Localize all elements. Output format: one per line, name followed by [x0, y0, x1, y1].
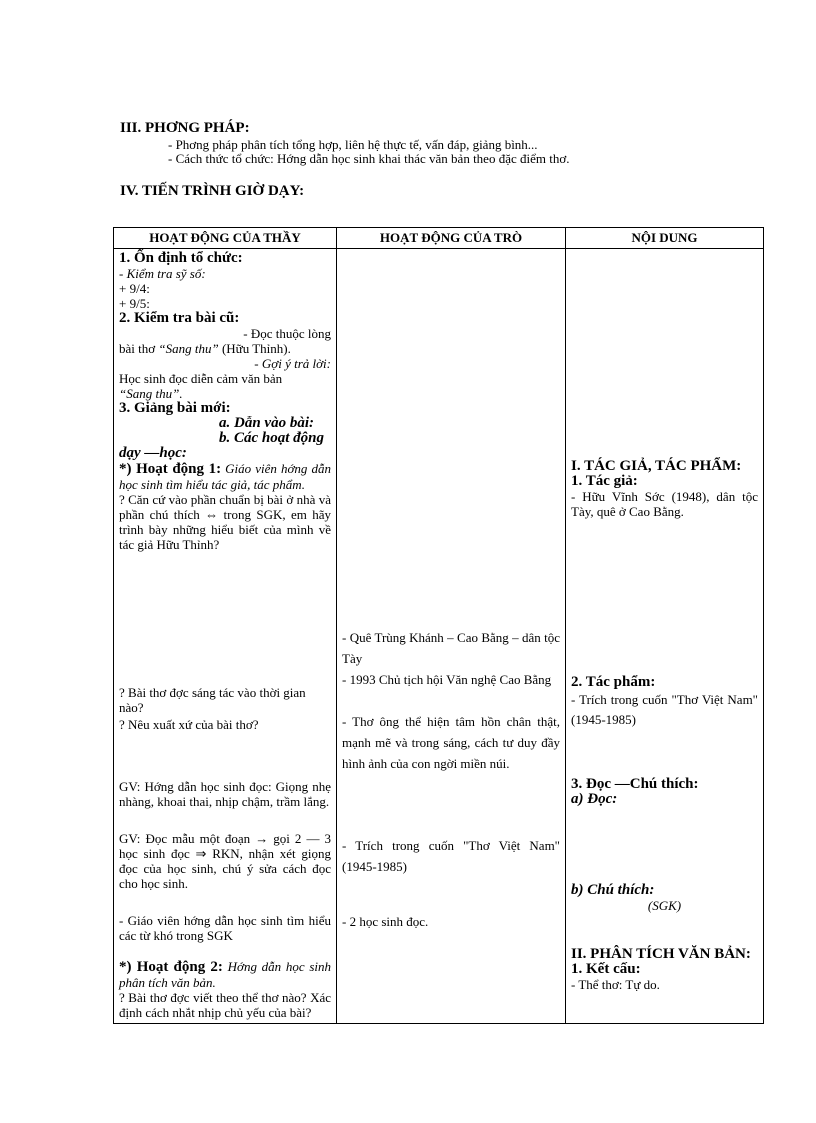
answer-line-2: “Sang thu”. — [119, 386, 183, 401]
content-work — [571, 675, 758, 730]
student-answer-reading: - 2 học sinh đọc. — [342, 914, 429, 929]
activity-2-text: Hớng dẫn học sinh phân tích văn bản. — [119, 959, 331, 990]
review-question: - Đọc thuộc lòng — [243, 326, 331, 341]
author-work-title: I. TÁC GIẢ, TÁC PHẨM: — [571, 458, 742, 474]
review-title: 2. Kiểm tra bài cũ: — [119, 310, 240, 326]
activity-2-question: ? Bài thơ đợc viết theo thể thơ nào? Xác định cách nhắt nhịp chủ yếu của bài? — [119, 990, 331, 1020]
structure-text: - Thể thơ: Tự do. — [571, 977, 660, 992]
activities-title: b. Các hoạt động — [219, 430, 325, 446]
gv-reading-guide: GV: Hớng dẫn học sinh đọc: Giọng nhẹ nhàng, khoai thai, nhịp chậm, trầm lắng. — [119, 779, 331, 809]
reading-sub: a) Đọc: — [571, 791, 618, 807]
activity-2 — [119, 959, 331, 1020]
notes-sgk: (SGK) — [647, 898, 682, 913]
organize-title: 1. Ổn định tổ chức: — [119, 250, 243, 266]
student-answer-source: - Trích trong cuốn "Thơ Việt Nam" (1945-1985) — [342, 838, 560, 874]
activity-1-label: *) Hoạt động 1: — [119, 461, 222, 477]
review-poem-pre: bài thơ — [119, 341, 159, 356]
structure-sub: 1. Kết cấu: — [571, 961, 641, 977]
content-notes — [571, 883, 758, 913]
method-item-1: - Phơng pháp phân tích tổng hợp, liên hệ thực tế, vấn đáp, giảng bình... — [168, 137, 538, 152]
review-poem-name: “Sang thu” — [158, 341, 219, 356]
content-reading — [571, 777, 758, 807]
answer-line-1: Học sinh đọc diễn cảm văn bản — [119, 371, 283, 386]
gv-sample-reading: GV: Đọc mẫu một đoạn → gọi 2 — 3 học sinh đọc ⇒ RKN, nhận xét giọng đọc của học sinh, chú ý sửa cách đọc cho học sinh. — [119, 831, 331, 891]
analysis-title: II. PHÂN TÍCH VĂN BẢN: — [571, 946, 751, 962]
section-title-method: III. PHƠNG PHÁP: — [120, 120, 250, 136]
activity-1 — [119, 461, 331, 492]
intro-title: a. Dẫn vào bài: — [219, 415, 314, 431]
new-lesson-title: 3. Giảng bài mới: — [119, 400, 231, 416]
table-header-row — [114, 228, 764, 249]
lesson-plan-table — [113, 227, 764, 1024]
content-author-work — [571, 459, 758, 519]
student-answer-style: - Thơ ông thể hiện tâm hồn chân thật, mạnh mẽ và trong sáng, cách tư duy đầy hình ảnh của con ngời miền núi. — [342, 714, 560, 771]
header-content: NỘI DUNG — [566, 228, 764, 249]
work-subtitle: 2. Tác phẩm: — [571, 674, 656, 690]
method-item-2: - Cách thức tổ chức: Hớng dẫn học sinh khai thác văn bản theo đặc điểm thơ. — [168, 151, 570, 166]
section-title-process: IV. TIẾN TRÌNH GIỜ DẠY: — [120, 183, 305, 199]
activity-1-text: Giáo viên hớng dẫn học sinh tìm hiểu tác giả, tác phẩm. — [119, 461, 332, 492]
header-student: HOẠT ĐỘNG CỦA TRÒ — [337, 228, 566, 249]
work-text: - Trích trong cuốn "Thơ Việt Nam" (1945-1985) — [571, 692, 758, 727]
table-body-row — [114, 249, 764, 1024]
gv-difficult-words: - Giáo viên hớng dẫn học sinh tìm hiểu các từ khó trong SGK — [119, 913, 331, 943]
teach-learn-title: dạy —học: — [119, 445, 187, 461]
notes-sub: b) Chú thích: — [571, 882, 655, 898]
activity-1-question: ? Căn cứ vào phần chuẩn bị bài ở nhà và phần chú thích ⇔ trong SGK, em hãy trình bày những hiểu biết của mình về tác giả Hữu Thỉnh? — [119, 492, 331, 552]
header-teacher: HOẠT ĐỘNG CỦA THẦY — [114, 228, 337, 249]
activity-2-label: *) Hoạt động 2: — [119, 959, 223, 975]
teacher-organize — [119, 251, 331, 552]
class-9-5: + 9/5: — [119, 296, 150, 311]
activity-2-heading — [119, 959, 331, 990]
student-column — [337, 249, 566, 1024]
author-text: - Hữu Vĩnh Sớc (1948), dân tộc Tày, quê ở Cao Bằng. — [571, 489, 758, 519]
author-subtitle: 1. Tác giả: — [571, 473, 638, 489]
question-source: ? Nêu xuất xứ của bài thơ? — [119, 717, 259, 732]
content-column — [566, 249, 764, 1024]
student-answer-hometown: - Quê Trùng Khánh – Cao Bằng – dân tộc Tày — [342, 630, 560, 666]
class-9-4: + 9/4: — [119, 281, 150, 296]
check-attendance: - Kiểm tra sỹ số: — [119, 266, 206, 281]
answer-hint: - Gợi ý trả lời: — [254, 356, 331, 371]
reading-title: 3. Đọc —Chú thích: — [571, 776, 699, 792]
teacher-column — [114, 249, 337, 1024]
review-poem-line — [119, 341, 331, 356]
question-time: ? Bài thơ đợc sáng tác vào thời gian nào? — [119, 685, 306, 715]
student-answer-position: - 1993 Chủ tịch hội Văn nghệ Cao Bằng — [342, 672, 552, 687]
content-analysis — [571, 947, 758, 992]
review-poem-author: (Hữu Thỉnh). — [218, 341, 291, 356]
